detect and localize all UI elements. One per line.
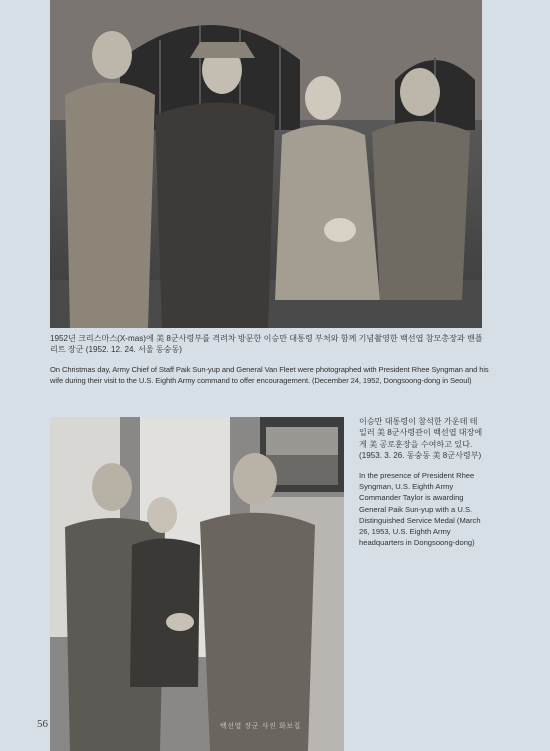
photo2-caption-korean: 이승만 대통령이 참석한 가운데 테일러 美 8군사령관이 백선엽 대장에게 美 공로훈장을 수여하고 있다. (1953. 3. 26. 동숭동 美 8군사령부) [359,417,483,461]
photo-christmas-visit-image [50,0,482,328]
photo-christmas-visit [50,0,482,328]
photo1-caption-english: On Christmas day, Army Chief of Staff Paik Sun-yup and General Van Fleet were photographed with President Rhee Syngman and his wife during their visit to the U.S. Eighth Army command to offer encouragement. (December 24, 1952, Dongsoong-dong in Seoul) [50,365,489,385]
photo-medal-ceremony-image [50,417,344,751]
page-number: 56 [37,718,48,730]
footer-book-title: 백선엽 장군 사진 화보집 [220,722,301,730]
photo2-caption-english: In the presence of President Rhee Syngman, U.S. Eighth Army Commander Taylor is awarding General Paik Sun-yup with a U.S. Distinguished Service Medal (March 26, 1953, U.S. Eighth Army headquarters in Dongsoong-dong) [359,471,481,548]
photo-medal-ceremony [50,417,344,751]
photo1-caption-korean: 1952년 크리스마스(X-mas)에 美 8군사령부를 격려차 방문한 이승만 대통령 부처와 함께 기념촬영한 백선엽 참모총장과 밴플리트 장군 (1952. 12. 24. 서울 동숭동) [50,334,483,354]
